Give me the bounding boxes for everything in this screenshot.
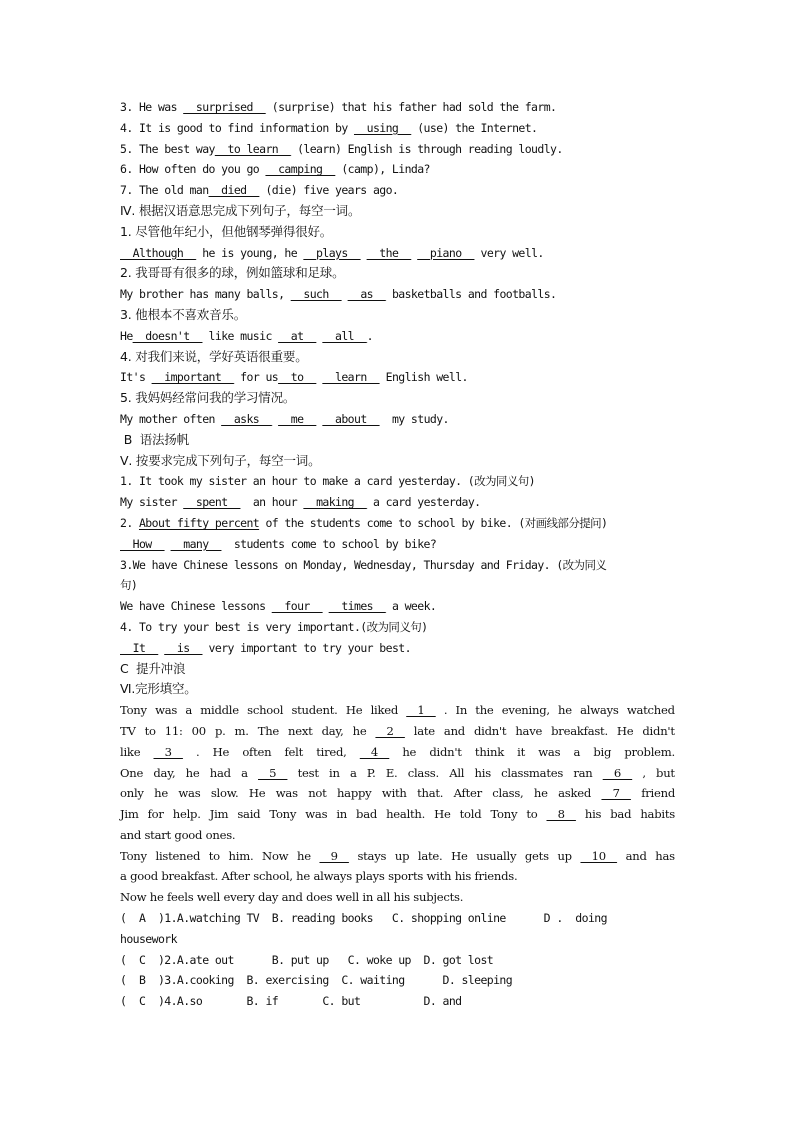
answer-blank: __7__: [601, 786, 631, 801]
text-run: My sister: [120, 495, 184, 510]
word: Tony: [269, 807, 297, 822]
word: middle: [200, 703, 239, 718]
word: .: [443, 703, 448, 718]
word: ,: [642, 765, 646, 780]
word: big: [593, 744, 612, 759]
text-run: my study.: [379, 411, 449, 426]
choice-options: ( B )3.A.cooking B. exercising C. waiting D. sleeping: [120, 973, 513, 988]
word: was: [155, 703, 178, 718]
answer-blank: __It__: [120, 640, 158, 655]
answer-blank: __times__: [328, 599, 386, 614]
word: in: [336, 807, 347, 822]
word: usually: [476, 848, 517, 863]
word: and: [625, 848, 647, 863]
text-run: a week.: [385, 599, 437, 614]
answer-blank: __the__: [366, 245, 411, 260]
choice-options: ( C )2.A.ate out B. put up C. woke up D. got lost: [120, 952, 494, 967]
answer-blank: __all__: [322, 328, 367, 343]
word: Tony: [120, 848, 147, 863]
word: like: [120, 744, 141, 759]
answer-blank: __important__: [151, 370, 234, 385]
section-3-list: [120, 97, 675, 201]
text-run: basketballs and footballs.: [385, 287, 557, 302]
word: his: [584, 807, 602, 822]
answer-blank: __using__: [353, 120, 411, 135]
word: a: [241, 765, 248, 780]
rewrite-line: [120, 638, 675, 659]
word: but: [656, 765, 675, 780]
word: didn't: [473, 723, 507, 738]
passage-line: [120, 763, 675, 784]
answer-blank: __5__: [258, 765, 288, 780]
word: watched: [626, 703, 675, 718]
text-run: 句): [120, 578, 138, 593]
word: Jim: [209, 807, 229, 822]
answer-blank: __learn__: [322, 370, 380, 385]
text-run: an hour: [240, 495, 304, 510]
word: happy: [336, 786, 372, 801]
text-run: he is young, he: [195, 245, 304, 260]
rewrite-line: [120, 617, 675, 638]
answer-blank: __plays__: [303, 245, 361, 260]
word: ran: [573, 765, 593, 780]
english-answer-line: [120, 243, 675, 264]
section-5-heading: Ⅴ. 按要求完成下列句子，每空一词。: [120, 452, 321, 468]
word: He: [616, 723, 634, 738]
word: felt: [284, 744, 304, 759]
choice-options: ( C )4.A.so B. if C. but D. and: [120, 994, 462, 1009]
answer-blank: __me__: [278, 411, 317, 426]
text-run: 2.: [120, 515, 139, 530]
answer-blank: __8__: [546, 807, 576, 822]
answer-blank: __to learn__: [214, 141, 291, 156]
word: he: [154, 786, 168, 801]
answer-blank: __is__: [164, 640, 203, 655]
word: he: [533, 786, 548, 801]
worksheet-page: [120, 97, 675, 1012]
answer-blank: __died__: [208, 183, 260, 198]
text-run: very important to try your best.: [202, 640, 411, 655]
word: liked: [370, 703, 399, 718]
word: and: [443, 723, 465, 738]
word: his: [474, 765, 491, 780]
answer-blank: __doesn't__: [132, 328, 203, 343]
answer-blank: __2__: [375, 723, 405, 738]
question-text: 6. How often do you go: [120, 162, 266, 177]
word: he: [185, 765, 200, 780]
answer-blank: __making__: [303, 495, 367, 510]
passage-line: [120, 700, 675, 721]
word: p.: [214, 723, 226, 738]
word: up: [394, 848, 410, 863]
english-answer-line: [120, 284, 675, 305]
word: the: [475, 703, 494, 718]
text-run: very well.: [474, 245, 544, 260]
word: He: [434, 807, 451, 822]
question-text: (camp), Linda?: [335, 162, 430, 177]
word: late.: [417, 848, 443, 863]
word: next: [288, 723, 313, 738]
word: health.: [386, 807, 426, 822]
section-6-heading: Ⅵ.完形填空。: [120, 681, 197, 697]
question-text: 7. The old man: [120, 183, 209, 198]
word: asked: [558, 786, 592, 801]
word: class.: [407, 765, 439, 780]
answer-blank: __such__: [290, 287, 342, 302]
word: to: [208, 848, 220, 863]
word: have: [515, 723, 543, 738]
word: he: [558, 703, 572, 718]
word: habits: [640, 807, 675, 822]
word: was: [305, 807, 328, 822]
word: a: [349, 765, 357, 780]
cloze-questions: [120, 908, 675, 1012]
word: m.: [234, 723, 249, 738]
word: that.: [417, 786, 444, 801]
chinese-prompt: 2. 我哥哥有很多的球，例如篮球和足球。: [120, 265, 345, 281]
word: tired,: [316, 744, 347, 759]
text-run: My brother has many balls,: [120, 287, 291, 302]
part-b-heading: B 语法扬帆: [120, 431, 189, 447]
text-run: 3.We have Chinese lessons on Monday, Wednesday, Thursday and Friday. (改为同义: [120, 557, 607, 572]
text-run: for us: [233, 370, 279, 385]
passage-line: [120, 887, 675, 908]
word: only: [120, 786, 144, 801]
word: in: [329, 765, 340, 780]
answer-blank: __Although__: [120, 245, 196, 260]
word: He: [345, 703, 363, 718]
word: he: [297, 848, 311, 863]
choice-question-cont: [120, 929, 675, 950]
word: day,: [153, 765, 176, 780]
word: All: [449, 765, 465, 780]
passage-line: [120, 783, 675, 804]
word: classmates: [501, 765, 564, 780]
word: a: [185, 703, 193, 718]
word: was: [178, 786, 201, 801]
word: he: [402, 744, 417, 759]
word: to: [526, 807, 538, 822]
word: late: [413, 723, 435, 738]
text-run: We have Chinese lessons: [120, 599, 272, 614]
answer-blank: __4__: [359, 744, 390, 759]
word: bad: [610, 807, 632, 822]
word: Tony: [120, 703, 147, 718]
fill-blank-item: [120, 97, 675, 118]
word: a: [573, 744, 581, 759]
choice-options: housework: [120, 931, 177, 946]
passage-line: [120, 742, 675, 763]
passage-line: [120, 825, 675, 846]
cloze-passage: [120, 700, 675, 908]
answer-blank: __to__: [278, 370, 317, 385]
word: .: [196, 744, 200, 759]
choice-question: [120, 908, 675, 929]
word: listened: [155, 848, 201, 863]
text-run: students come to school by bike?: [221, 536, 437, 551]
rewrite-line: [120, 534, 675, 555]
answer-blank: __9__: [319, 848, 349, 863]
word: up: [557, 848, 572, 863]
word: often: [242, 744, 272, 759]
word: had: [209, 765, 231, 780]
chinese-prompt: 1. 尽管他年纪小，但他钢琴弹得很好。: [120, 223, 333, 239]
section-4-heading: Ⅳ. 根据汉语意思完成下列句子，每空一词。: [120, 202, 361, 218]
answer-blank: __asks__: [221, 411, 272, 426]
section-5-list: [120, 471, 675, 658]
english-answer-line: [120, 367, 675, 388]
word: slow.: [210, 786, 239, 801]
passage-line: [120, 721, 675, 742]
word: bad: [356, 807, 378, 822]
choice-question: [120, 991, 675, 1012]
word: didn't: [642, 723, 675, 738]
text-run: My mother often: [120, 411, 222, 426]
text-run: a card yesterday.: [366, 495, 481, 510]
word: problem.: [624, 744, 675, 759]
word: told: [459, 807, 482, 822]
passage-line: [120, 846, 675, 867]
word: P.: [366, 765, 376, 780]
answer-blank: About fifty percent: [138, 515, 260, 530]
word: 00: [191, 723, 206, 738]
word: He: [212, 744, 230, 759]
word: Now: [262, 848, 289, 863]
word: school: [247, 703, 284, 718]
answer-blank: __How__: [120, 536, 165, 551]
word: not: [308, 786, 327, 801]
text-run: 1. It took my sister an hour to make a card yesterday. (改为同义句): [120, 474, 535, 489]
word: TV: [120, 723, 136, 738]
fill-blank-item: [120, 118, 675, 139]
rewrite-line: [120, 575, 675, 596]
word: After: [453, 786, 482, 801]
passage-line: [120, 866, 675, 887]
rewrite-line: [120, 555, 675, 576]
word: Tony: [490, 807, 518, 822]
text-run: like music: [202, 328, 279, 343]
word: He: [451, 848, 468, 863]
answer-blank: __camping__: [265, 162, 336, 177]
word: it: [517, 744, 526, 759]
answer-blank: __6__: [602, 765, 633, 780]
answer-blank: __10__: [580, 848, 617, 863]
answer-blank: __many__: [170, 536, 222, 551]
question-text: 4. It is good to find information by: [120, 120, 354, 135]
text-run: 4. To try your best is very important.(改为同义句): [120, 619, 428, 634]
chinese-prompt: 5. 我妈妈经常问我的学习情况。: [120, 390, 296, 406]
text-run: .: [366, 328, 373, 343]
chinese-prompt: 4. 对我们来说，学好英语很重要。: [120, 348, 308, 364]
word: help.: [172, 807, 201, 822]
passage-line: [120, 804, 675, 825]
english-answer-line: [120, 409, 675, 430]
rewrite-line: [120, 596, 675, 617]
word: always: [580, 703, 619, 718]
word: 11:: [164, 723, 183, 738]
answer-blank: __surprised__: [183, 100, 266, 114]
answer-blank: __1__: [406, 703, 436, 718]
word: The: [257, 723, 280, 738]
word: He: [248, 786, 266, 801]
word: student.: [291, 703, 338, 718]
word: to: [144, 723, 156, 738]
fill-blank-item: [120, 159, 675, 180]
text-run: a good breakfast. After school, he always plays sports with his friends.: [120, 869, 518, 884]
section-4-list: [120, 222, 675, 430]
choice-question: [120, 950, 675, 971]
word: gets: [524, 848, 549, 863]
text-run: He: [120, 328, 133, 343]
word: think: [474, 744, 504, 759]
word: E.: [385, 765, 398, 780]
word: test: [297, 765, 319, 780]
word: said: [237, 807, 261, 822]
word: he: [352, 723, 367, 738]
text-run: of the students come to school by bike. (对画线部分提问): [259, 515, 608, 530]
word: In: [455, 703, 468, 718]
question-text: (die) five years ago.: [259, 183, 399, 198]
answer-blank: __about__: [322, 411, 380, 426]
text-run: Now he feels well every day and does well in all his subjects.: [120, 890, 464, 905]
word: was: [538, 744, 561, 759]
word: stays: [357, 848, 387, 863]
rewrite-line: [120, 471, 675, 492]
answer-blank: __piano__: [417, 245, 475, 260]
question-text: 5. The best way: [120, 141, 215, 156]
word: for: [147, 807, 164, 822]
text-run: It's: [120, 370, 152, 385]
choice-question: [120, 970, 675, 991]
word: was: [275, 786, 298, 801]
word: breakfast.: [551, 723, 608, 738]
word: day,: [321, 723, 344, 738]
word: with: [381, 786, 407, 801]
choice-options: ( A )1.A.watching TV B. reading books C. shopping online D . doing: [120, 911, 607, 926]
word: friend: [641, 786, 675, 801]
fill-blank-item: [120, 180, 675, 201]
rewrite-line: [120, 492, 675, 513]
answer-blank: __spent__: [183, 495, 241, 510]
question-text: 3. He was: [120, 100, 184, 114]
part-c-heading: C 提升冲浪: [120, 660, 186, 676]
question-text: (surprise) that his father had sold the farm.: [265, 100, 557, 114]
word: class,: [492, 786, 524, 801]
word: him.: [228, 848, 254, 863]
answer-blank: __at__: [278, 328, 317, 343]
question-text: (use) the Internet.: [410, 120, 538, 135]
word: evening,: [501, 703, 550, 718]
word: has: [655, 848, 675, 863]
word: Jim: [120, 807, 139, 822]
word: One: [120, 765, 144, 780]
english-answer-line: [120, 326, 675, 347]
answer-blank: __3__: [153, 744, 183, 759]
word: didn't: [429, 744, 462, 759]
text-run: English well.: [379, 370, 468, 385]
rewrite-line: [120, 513, 675, 534]
answer-blank: __four__: [271, 599, 323, 614]
fill-blank-item: [120, 139, 675, 160]
answer-blank: __as__: [347, 287, 386, 302]
text-run: and start good ones.: [120, 827, 236, 842]
question-text: (learn) English is through reading loudly.: [290, 141, 563, 156]
chinese-prompt: 3. 他根本不喜欢音乐。: [120, 306, 247, 322]
